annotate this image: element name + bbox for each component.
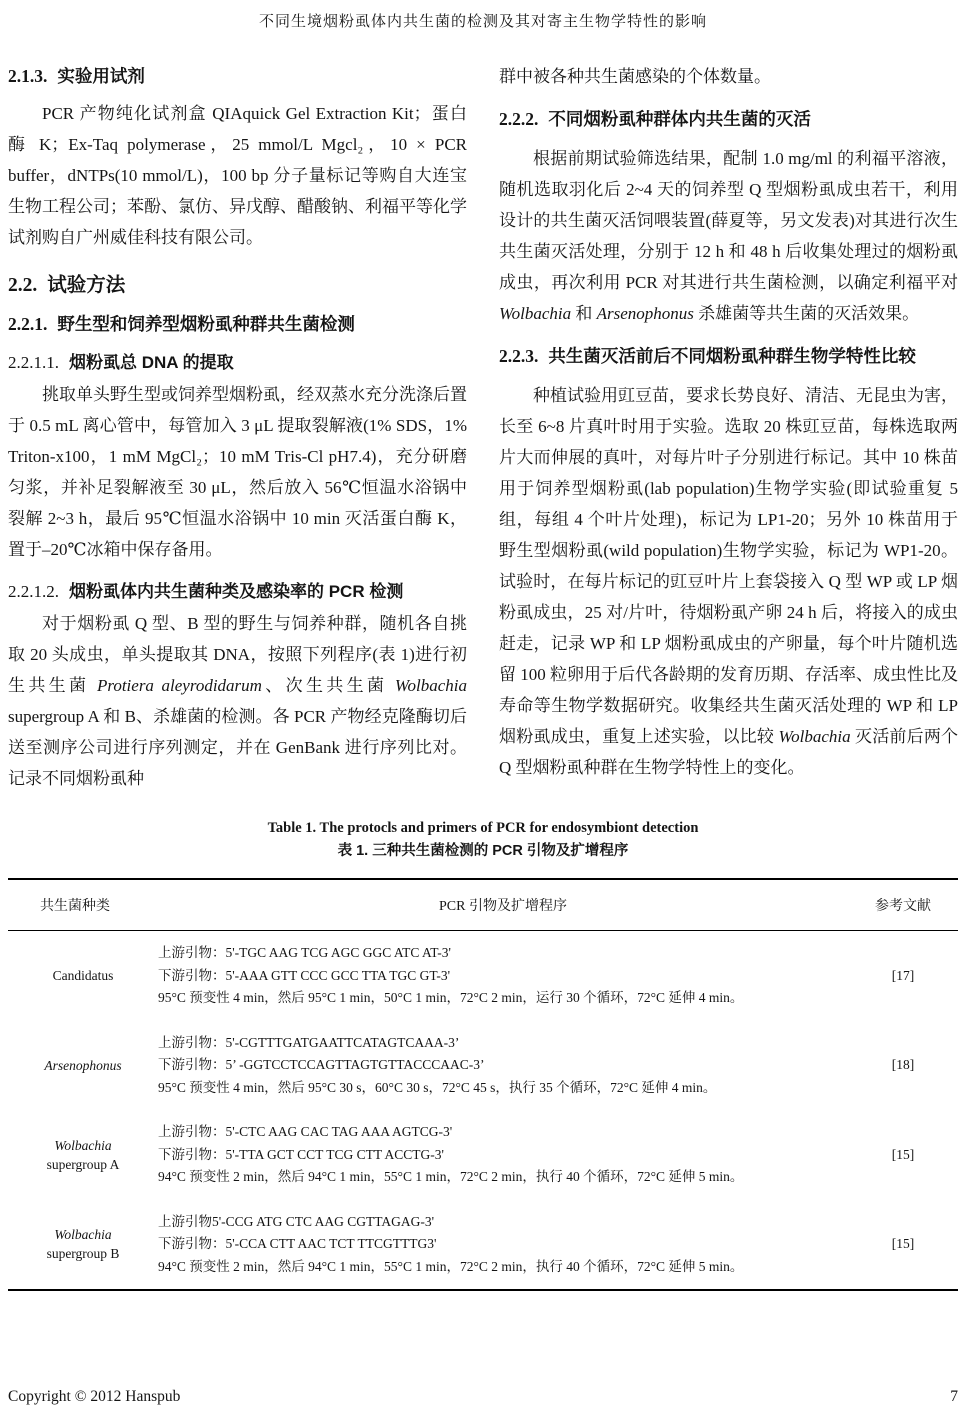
reverse-primer: 下游引物：5’ -GGTCCTCCAGTTAGTGTTACCCAAC-3’	[158, 1057, 485, 1072]
table-row-candidatus	[8, 931, 958, 1021]
pcr-program: 95°C 预变性 4 min，然后 95°C 30 s，60°C 30 s，72°C 45 s，执行 35 个循环，72°C 延伸 4 min。	[158, 1079, 717, 1095]
section-heading-2-1-3	[8, 63, 467, 88]
forward-primer: 上游引物：5'-CTC AAG CAC TAG AAA AGTCG-3'	[158, 1124, 453, 1139]
heading-label: 烟粉虱总 DNA 的提取	[69, 353, 234, 372]
forward-primer: 上游引物5'-CCG ATG CTC AAG CGTTAGAG-3'	[158, 1213, 435, 1229]
paragraph-continuation: 群中被各种共生菌感染的个体数量。	[499, 67, 771, 86]
species-cell: Candidatus	[52, 968, 114, 984]
table-row-wolbachia-a	[8, 1110, 958, 1200]
section-heading-2-2-3	[499, 343, 958, 368]
heading-label: 野生型和饲养型烟粉虱种群共生菌检测	[57, 314, 355, 334]
paragraph-dna-extraction: 挑取单头野生型或饲养型烟粉虱，经双蒸水充分洗涤后置于 0.5 mL 离心管中，每管加入 3 μL 提取裂解液(1% SDS，1% Triton-x100，1 mM MgCl₂；10 mM Tris-Cl pH7.4)，充分研磨匀浆，并补足裂解液至 30 μL，然后放入 56℃恒温水浴锅中裂解 2~3 h，最后 95℃恒温水浴锅中 10 min 灭活蛋白酶 K，置于–20℃冰箱中保存备用。	[8, 385, 467, 559]
section-heading-2-2	[8, 269, 467, 297]
table-titles	[8, 818, 958, 862]
species-cell: Arsenophonus	[44, 1057, 122, 1073]
heading-label: 不同烟粉虱种群体内共生菌的灭活	[548, 109, 811, 129]
heading-number: 2.2.3.	[499, 346, 539, 366]
table-row-arsenophonus	[8, 1021, 958, 1111]
pcr-program: 95°C 预变性 4 min，然后 95°C 1 min，50°C 1 min，72°C 2 min，运行 30 个循环，72°C 延伸 4 min。	[158, 990, 744, 1005]
paragraph-reagents: PCR 产物纯化试剂盒 QIAquick Gel Extraction Kit；蛋白酶 K；Ex-Taq polymerase，25 mmol/L Mgcl₂，10 × PCR buffer，dNTPs(10 mmol/L)，100 bp 分子量标记等购自大连宝生物工程公司；苯酚、氯仿、异戊醇、醋酸钠、利福平等化学试剂购自广州威佳科技有限公司。	[8, 104, 467, 247]
species-cell: Wolbachia supergroup B	[46, 1227, 120, 1262]
heading-label: 试验方法	[47, 274, 126, 296]
table-title-chinese: 表 1. 三种共生菌检测的 PCR 引物及扩增程序	[337, 843, 629, 859]
copyright-text: Copyright © 2012 Hanspub	[8, 1388, 181, 1405]
table-title-english: Table 1. The protocls and primers of PCR for endosymbiont detection	[267, 820, 699, 836]
table-header-row	[8, 880, 958, 931]
paragraph-inactivation: 根据前期试验筛选结果，配制 1.0 mg/ml 的利福平溶液，随机选取羽化后 2~4 天的饲养型 Q 型烟粉虱成虫若干，利用设计的共生菌灭活饲喂装置(薛夏等，另文发表)对其进行次生共生菌灭活处理，分别于 12 h 和 48 h 后收集处理过的烟粉虱成虫，再次利用 PCR 对其进行共生菌检测，以确定利福平对 Wolbachia 和 Arsenophonus 杀雄菌等共生菌的灭活效果。	[499, 149, 958, 323]
paragraph-biology-comparison: 种植试验用豇豆苗，要求长势良好、清洁、无昆虫为害，长至 6~8 片真叶时用于实验。选取 20 株豇豆苗，每株选取两片大而伸展的真叶，对每片叶子分别进行标记。其中 10 株苗用于饲养型烟粉虱(lab population)生物学实验(即试验重复 5 组，每组 4 个叶片处理)，标记为 LP1-20；另外 10 株苗用于野生型烟粉虱(wild population)生物学实验，标记为 WP1-20。试验时，在每片标记的豇豆叶片上套袋接入 Q 型 WP 或 LP 烟粉虱成虫，25 对/片叶，待烟粉虱产卵 24 h 后，将接入的成虫赶走，记录 WP 和 LP 烟粉虱成虫的产卵量，每个叶片随机选留 100 粒卵用于后代各龄期的发育历期、存活率、成虫性比及寿命等生物学数据研究。收集经共生菌灭活处理的 WP 和 LP 烟粉虱成虫，重复上述实验，以比较 Wolbachia 灭活前后两个 Q 型烟粉虱种群在生物学特性上的变化。	[499, 386, 959, 777]
pcr-program: 94°C 预变性 2 min，然后 94°C 1 min，55°C 1 min，72°C 2 min，执行 40 个循环，72°C 延伸 5 min。	[158, 1169, 744, 1184]
heading-number: 2.2.2.	[499, 109, 539, 129]
section-heading-2-2-1-2	[8, 577, 467, 602]
pcr-program: 94°C 预变性 2 min，然后 94°C 1 min，55°C 1 min，72°C 2 min，执行 40 个循环，72°C 延伸 5 min。	[158, 1258, 744, 1274]
running-head-title: 不同生境烟粉虱体内共生菌的检测及其对寄主生物学特性的影响	[258, 14, 707, 30]
heading-number: 2.2.1.2.	[8, 582, 59, 601]
paragraph-pcr-detection: 对于烟粉虱 Q 型、B 型的野生与饲养种群，随机各自挑取 20 头成虫，单头提取其 DNA，按照下列程序(表 1)进行初生共生菌 Protiera aleyrodidarum、次生共生菌 Wolbachia supergroup A 和 B、杀雄菌的检测。各 PCR 产物经克隆酶切后送至测序公司进行序列测定，并在 GenBank 进行序列比对。记录不同烟粉虱种	[8, 614, 467, 788]
reference-cell: [15]	[891, 1236, 915, 1252]
section-heading-2-2-2	[499, 106, 958, 131]
reference-cell: [18]	[891, 1057, 915, 1073]
primer-program-cell	[158, 1032, 848, 1100]
section-heading-2-2-1	[8, 311, 467, 336]
two-column-body	[8, 61, 958, 794]
section-heading-2-2-1-1	[8, 348, 467, 373]
heading-label: 共生菌灭活前后不同烟粉虱种群生物学特性比较	[548, 346, 916, 366]
primer-program-cell	[158, 1121, 848, 1189]
table-1-section	[8, 818, 958, 1291]
heading-number: 2.1.3.	[8, 66, 48, 86]
reverse-primer: 下游引物：5'-TTA GCT CCT TCG CTT ACCTG-3'	[158, 1146, 444, 1162]
reverse-primer: 下游引物：5'-AAA GTT CCC GCC TTA TGC GT-3'	[158, 967, 451, 983]
reverse-primer: 下游引物：5'-CCA CTT AAC TCT TTCGTTTG3'	[158, 1236, 437, 1251]
pcr-primer-table	[8, 878, 958, 1291]
column-header-reference: 参考文献	[875, 899, 931, 914]
primer-program-cell	[158, 942, 848, 1010]
heading-number: 2.2.	[8, 275, 38, 296]
heading-number: 2.2.1.1.	[8, 353, 59, 372]
primer-program-cell	[158, 1211, 848, 1279]
forward-primer: 上游引物：5'-CGTTTGATGAATTCATAGTCAAA-3’	[158, 1034, 460, 1050]
forward-primer: 上游引物：5'-TGC AAG TCG AGC GGC ATC AT-3'	[158, 945, 451, 960]
column-header-species: 共生菌种类	[40, 899, 110, 914]
table-row-wolbachia-b	[8, 1200, 958, 1290]
species-cell: Wolbachia supergroup A	[46, 1137, 120, 1172]
left-column	[8, 61, 467, 794]
heading-number: 2.2.1.	[8, 314, 48, 334]
heading-label: 烟粉虱体内共生菌种类及感染率的 PCR 检测	[69, 582, 404, 601]
heading-label: 实验用试剂	[57, 66, 145, 86]
page-footer	[8, 1388, 958, 1406]
reference-cell: [17]	[891, 967, 915, 983]
reference-cell: [15]	[891, 1146, 915, 1162]
page-number: 7	[950, 1388, 958, 1405]
right-column	[499, 61, 958, 794]
column-header-primers: PCR 引物及扩增程序	[439, 899, 567, 914]
